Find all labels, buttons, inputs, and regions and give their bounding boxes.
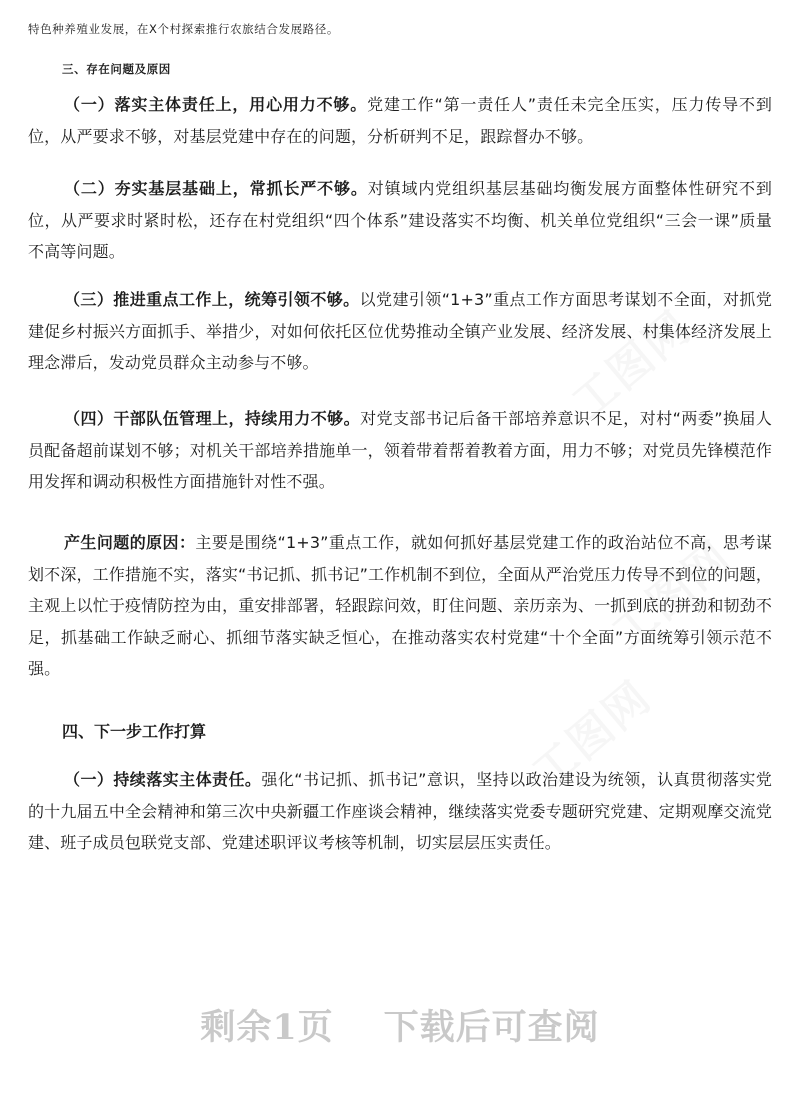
download-to-view-label: 下载后可查阅 — [383, 1007, 600, 1048]
paragraph-1-lead: （一）落实主体责任上，用心用力不够。 — [64, 95, 368, 114]
paragraph-5-text: 主要是围绕“1+3”重点工作，就如何抓好基层党建工作的政治站位不高，思考谋划不深，工作措施不实，落实“书记抓、抓书记”工作机制不到位，全面从严治党压力传导不到位的问题，主观上以忙于疫情防控为由，重安排部署，轻跟踪问效，盯住问题、亲历亲为、一抓到底的拼劲和韧劲不足，抓基础工作缺乏耐心、抓细节落实缺乏恒心，在推动落实农村党建“十个全面”方面统筹引领示范不强。 — [28, 533, 772, 678]
paragraph-6-text: 强化“书记抓、抓书记”意识，坚持以政治建设为统领，认真贯彻落实党的十九届五中全会精神和第三次中央新疆工作座谈会精神，继续落实党委专题研究党建、定期观摩交流党建、班子成员包联党支部、党建述职评议考核等机制，切实层层压实责任。 — [28, 770, 772, 852]
paragraph-3-lead: （三）推进重点工作上，统筹引领不够。 — [64, 290, 360, 309]
paragraph-1 — [28, 89, 772, 152]
paragraph-3-text: 以党建引领“1+3”重点工作方面思考谋划不全面，对抓党建促乡村振兴方面抓手、举措少，对如何依托区位优势推动全镇产业发展、经济发展、村集体经济发展上理念滞后，发动党员群众主动参与不够。 — [28, 290, 772, 372]
paragraph-2-text: 对镇域内党组织基层基础均衡发展方面整体性研究不到位，从严要求时紧时松，还存在村党组织“四个体系”建设落实不均衡、机关单位党组织“三会一课”质量不高等问题。 — [28, 179, 772, 261]
paragraph-1-text: 党建工作“第一责任人”责任未完全压实，压力传导不到位，从严要求不够，对基层党建中存在的问题，分析研判不足，跟踪督办不够。 — [28, 95, 772, 146]
paragraph-2 — [28, 173, 772, 268]
intro-line: 特色种养殖业发展，在X个村探索推行农旅结合发展路径。 — [28, 22, 339, 36]
section-3-title: 三、存在问题及原因 — [62, 62, 171, 76]
paragraph-4 — [28, 403, 772, 498]
remaining-pages-label: 剩余1页 — [200, 1007, 334, 1048]
section-4-title: 四、下一步工作打算 — [62, 722, 207, 741]
paragraph-6 — [28, 764, 772, 859]
paragraph-5-lead: 产生问题的原因： — [64, 533, 196, 552]
paragraph-4-text: 对党支部书记后备干部培养意识不足，对村“两委”换届人员配备超前谋划不够；对机关干部培养措施单一，领着带着帮着教着方面，用力不够；对党员先锋模范作用发挥和调动积极性方面措施针对性不强。 — [28, 409, 773, 491]
paragraph-4-lead: （四）干部队伍管理上，持续用力不够。 — [64, 409, 361, 428]
paragraph-3 — [28, 284, 772, 379]
paragraph-6-lead: （一）持续落实主体责任。 — [64, 770, 262, 789]
download-banner[interactable] — [0, 995, 800, 1055]
paragraph-5 — [28, 527, 772, 685]
paragraph-2-lead: （二）夯实基层基础上，常抓长严不够。 — [64, 179, 368, 198]
